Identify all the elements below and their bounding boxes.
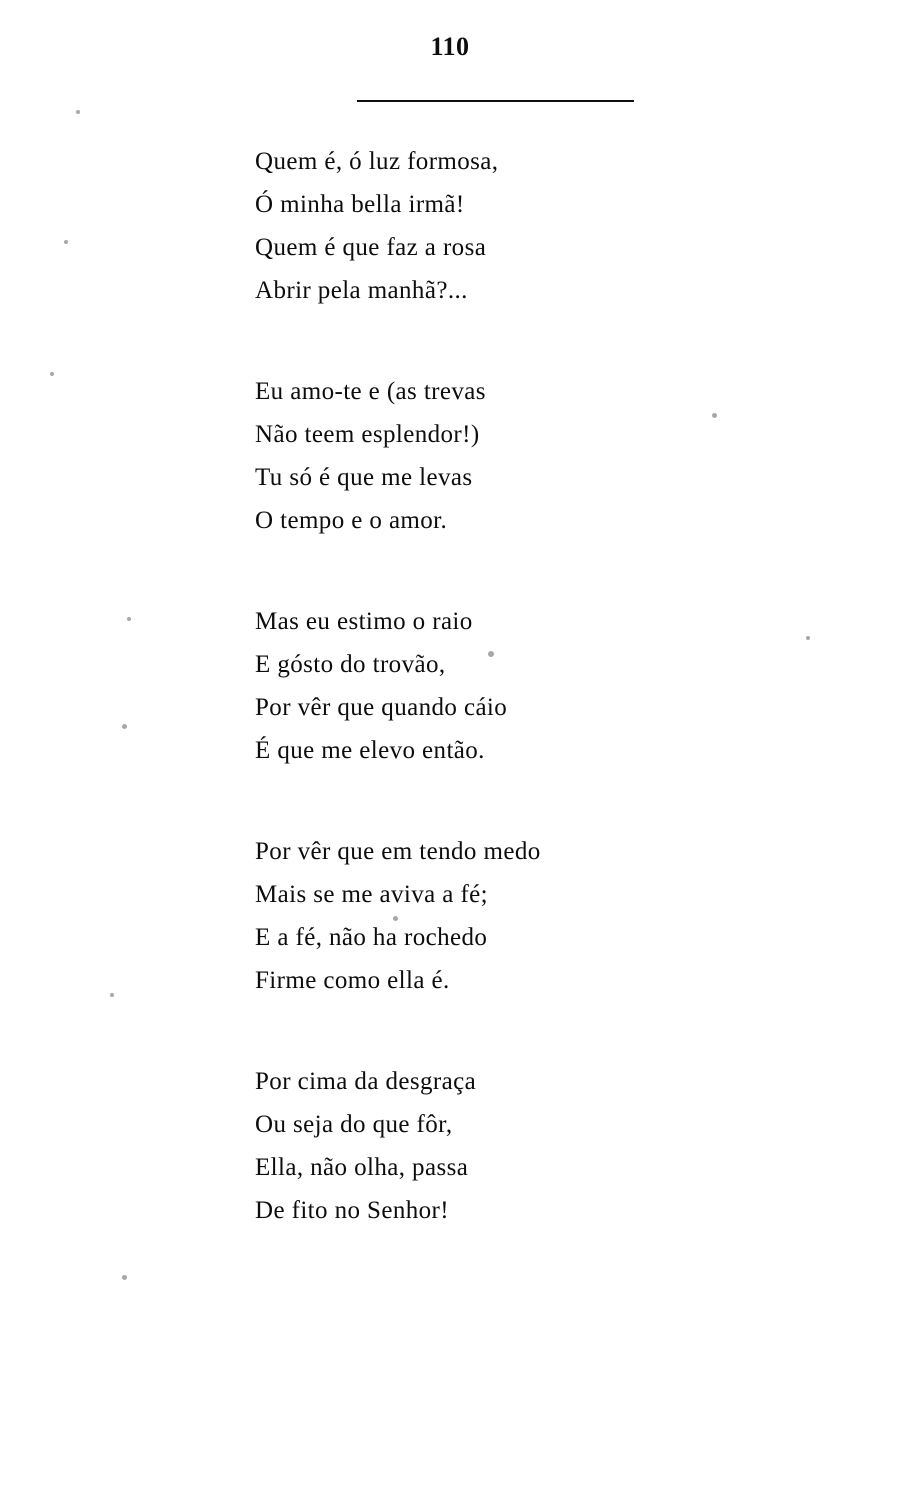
- poem-line: Mais se me aviva a fé;: [255, 881, 489, 908]
- poem-line: De fito no Senhor!: [255, 1197, 449, 1224]
- poem-line: Firme como ella é.: [255, 967, 450, 994]
- poem-line: Abrir pela manhã?...: [255, 277, 468, 304]
- poem-body: [255, 140, 815, 1232]
- poem-line: Ou seja do que fôr,: [255, 1111, 453, 1138]
- poem-line: Mas eu estimo o raio: [255, 608, 473, 635]
- stanza: [255, 370, 815, 542]
- scan-speck: [76, 110, 80, 114]
- scan-speck: [712, 413, 717, 418]
- poem-line: Por cima da desgraça: [255, 1068, 477, 1095]
- scan-speck: [806, 636, 810, 640]
- poem-line: Não teem esplendor!): [255, 421, 480, 448]
- page-number: 110: [430, 32, 470, 61]
- scan-speck: [110, 993, 114, 997]
- scan-speck: [488, 651, 494, 657]
- scan-speck: [64, 240, 68, 244]
- poem-line: Por vêr que quando cáio: [255, 694, 508, 721]
- poem-line: Por vêr que em tendo medo: [255, 838, 541, 865]
- scan-speck: [122, 724, 127, 729]
- poem-line: Quem é que faz a rosa: [255, 234, 487, 261]
- poem-line: Ó minha bella irmã!: [255, 191, 465, 218]
- poem-line: Eu amo-te e (as trevas: [255, 378, 486, 405]
- poem-line: E gósto do trovão,: [255, 651, 446, 678]
- scan-speck: [122, 1275, 127, 1280]
- scan-speck: [50, 372, 54, 376]
- poem-line: Quem é, ó luz formosa,: [255, 148, 499, 175]
- stanza: [255, 830, 815, 1002]
- poem-line: Ella, não olha, passa: [255, 1154, 469, 1181]
- poem-line: O tempo e o amor.: [255, 507, 448, 534]
- scan-speck: [127, 617, 131, 621]
- header-divider: [357, 100, 634, 102]
- poem-line: É que me elevo então.: [255, 737, 485, 764]
- poem-line: E a fé, não ha rochedo: [255, 924, 488, 951]
- stanza: [255, 600, 815, 772]
- poem-line: Tu só é que me levas: [255, 464, 473, 491]
- stanza: [255, 140, 815, 312]
- scan-speck: [393, 916, 398, 921]
- stanza: [255, 1060, 815, 1232]
